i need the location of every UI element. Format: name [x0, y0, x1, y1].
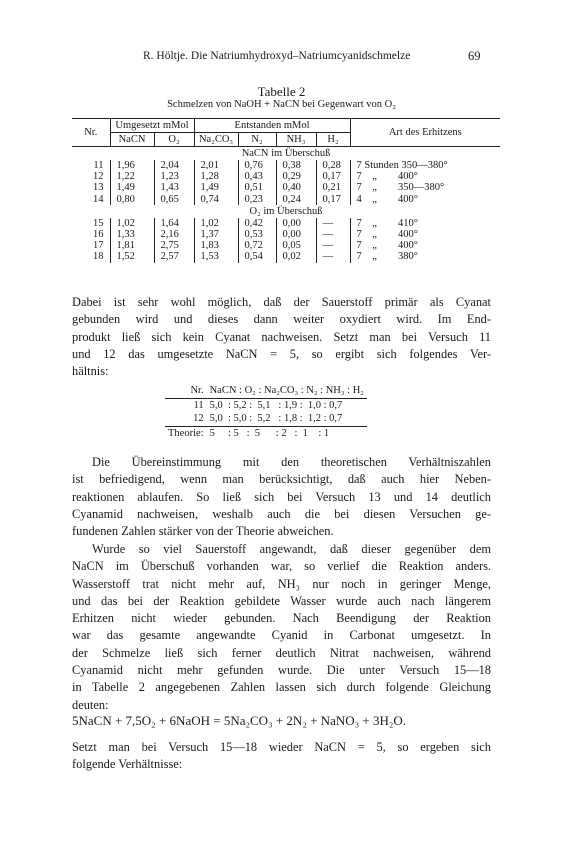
table-cell: 0,17	[316, 194, 350, 205]
text-line: Cyanamid nicht mehr gefunden wurde. Die unter Versuch 15—18	[72, 663, 491, 678]
table-cell: 1,49	[194, 182, 238, 193]
table-cell: 1,53	[194, 251, 238, 262]
text-line: deuten:	[72, 697, 109, 712]
table-cell: 17	[93, 240, 104, 252]
table-cell: 1,96	[110, 160, 154, 171]
table-cell: 0,21	[316, 182, 350, 193]
ratio-row-values: 5,0 : 5,0 : 5,2 : 1,8 : 1,2 : 0,7	[209, 413, 343, 424]
text-line: Wasserstoff trat nicht mehr auf, NH₃ nur noch in geringer Menge,	[72, 576, 491, 591]
page-number: 69	[468, 49, 481, 63]
table-cell: 12	[93, 171, 104, 183]
text-line: fundenen Zahlen stärker von der Theorie abweichen.	[72, 524, 334, 539]
table-cell: —	[316, 240, 350, 251]
table-cell: 1,28	[194, 171, 238, 182]
table-cell: 0,51	[238, 182, 276, 193]
table-cell: 1,02	[110, 218, 154, 229]
table-cell: 0,42	[238, 218, 276, 229]
paragraph-4	[72, 739, 491, 774]
text-line: Die Übereinstimmung mit den theoretischen Verhältniszahlen	[92, 455, 491, 469]
table-cell: 7 Stunden 350—380°	[350, 160, 500, 171]
table-cell: 11	[93, 160, 104, 171]
ratio-row-values: 5,0 : 5,2 : 5,1 : 1,9 : 1,0 : 0,7	[209, 399, 343, 411]
table-row	[72, 182, 500, 193]
table-cell: 1,49	[110, 182, 154, 193]
table-cell: 0,76	[238, 160, 276, 171]
ratio-theory-label: Theorie:	[165, 426, 207, 440]
table-row	[72, 160, 500, 171]
table-cell: 0,38	[276, 160, 316, 171]
table-cell: 4 „ 400°	[350, 194, 500, 205]
table-cell: 1,02	[194, 218, 238, 229]
table-cell: 7 „ 350—380°	[350, 182, 500, 193]
text-line: Setzt man bei Versuch 15—18 wieder NaCN = 5, so ergeben sich	[72, 740, 491, 754]
table-cell: 0,00	[276, 229, 316, 240]
chemical-equation: 5NaCN + 7,5O₂ + 6NaOH = 5Na₂CO₃ + 2N₂ + NaNO₃ + 3H₂O.	[72, 713, 407, 728]
table-cell: —	[316, 251, 350, 262]
text-line: reaktionen ablaufen. So ließ sich bei Versuch 13 und 14 deutlich	[72, 489, 491, 504]
col-header-nh3: NH₃	[276, 133, 316, 147]
table-cell: 0,43	[238, 171, 276, 182]
table-cell: 0,23	[238, 194, 276, 205]
text-line: hältnis:	[72, 364, 109, 379]
ratio-table	[165, 384, 367, 440]
table-cell: 7 „ 400°	[350, 171, 500, 182]
text-line: in Tabelle 2 angegebenen Zahlen lassen sich durch folgende Gleichung	[72, 680, 491, 695]
col-header-n2: N₂	[238, 133, 276, 147]
table-cell: 0,02	[276, 251, 316, 262]
running-title: R. Höltje. Die Natriumhydroxyd–Natriumcyanidschmelze	[143, 50, 411, 62]
paragraph-2	[72, 454, 491, 540]
ratio-row-nr: 12	[193, 413, 204, 424]
text-line: war das gesamte angewandte Cyanid in Carbonat umgesetzt. In	[72, 628, 491, 643]
table-group-label: NaCN im Überschuß	[241, 148, 331, 159]
table-cell: 7 „ 410°	[350, 218, 500, 229]
text-line: gebunden wird und dieses dann weiter oxydiert wird. Im End-	[72, 312, 491, 327]
col-header-art: Art des Erhitzens	[350, 119, 500, 147]
text-line: Cyanamid nachweisen, weshalb auch die bei diesen Versuchen ge-	[72, 506, 491, 521]
table-cell: 0,80	[110, 194, 154, 205]
text-line: Dabei ist sehr wohl möglich, daß der Sauerstoff primär als Cyanat	[72, 295, 491, 309]
table-row	[72, 251, 500, 262]
table-cell: 1,22	[110, 171, 154, 182]
table-cell: 1,23	[154, 171, 194, 182]
table-cell: 2,16	[154, 229, 194, 240]
table-cell: 1,52	[110, 251, 154, 262]
table-row	[72, 171, 500, 182]
table-cell: 0,28	[316, 160, 350, 171]
table-cell: 0,17	[316, 171, 350, 182]
text-line: NaCN im Überschuß vorhanden war, so verlief die Reaktion anders.	[72, 559, 491, 574]
table-cell: 2,04	[154, 160, 194, 171]
col-header-o2: O₂	[154, 133, 194, 147]
table-cell: 1,64	[154, 218, 194, 229]
text-line: und 12 das umgesetzte NaCN = 5, so ergibt sich folgendes Ver-	[72, 346, 491, 361]
table-subcaption: Schmelzen von NaOH + NaCN bei Gegenwart von O₂	[167, 99, 396, 110]
table-cell: 0,65	[154, 194, 194, 205]
table-cell: 0,53	[238, 229, 276, 240]
table-cell: 1,33	[110, 229, 154, 240]
table-cell: 15	[93, 217, 104, 229]
data-table	[72, 118, 500, 263]
table-cell: —	[316, 229, 350, 240]
table-cell: 13	[93, 182, 104, 194]
paragraph-3	[72, 541, 491, 714]
ratio-header-cols: NaCN : O₂ : Na₂CO₃ : N₂ : NH₃ : H₂	[207, 384, 367, 398]
table-cell: 7 „ 380°	[350, 251, 500, 262]
table-row	[72, 194, 500, 205]
table-cell: 1,43	[154, 182, 194, 193]
table-row	[72, 240, 500, 251]
table-cell: 0,74	[194, 194, 238, 205]
col-header-h2: H₂	[316, 133, 350, 147]
text-line: Wurde so viel Sauerstoff angewandt, daß dieser gegenüber dem	[92, 542, 491, 556]
table-cell: 7 „ 400°	[350, 240, 500, 251]
text-line: folgende Verhältnisse:	[72, 757, 183, 772]
col-header-na2co3: Na₂CO₃	[194, 133, 238, 147]
ratio-theory-values: 5 : 5 : 5 : 2 : 1 : 1	[207, 426, 367, 440]
ratio-row-nr: 11	[193, 399, 204, 411]
table-cell: 0,72	[238, 240, 276, 251]
text-line: produkt ließ sich kein Cyanat nachweisen. Setzt man bei Versuch 11	[72, 329, 491, 344]
table-cell: 0,40	[276, 182, 316, 193]
table-cell: 0,24	[276, 194, 316, 205]
table-cell: 18	[93, 251, 104, 263]
table-cell: —	[316, 218, 350, 229]
col-header-umgesetzt: Umgesetzt mMol	[110, 119, 194, 133]
table-cell: 1,83	[194, 240, 238, 251]
table-cell: 14	[93, 193, 104, 205]
table-cell: 0,00	[276, 218, 316, 229]
table-cell: 1,37	[194, 229, 238, 240]
ratio-header-nr: Nr.	[165, 384, 207, 398]
table-cell: 7 „ 400°	[350, 229, 500, 240]
text-line: Erhitzen nicht wieder gebunden. Nach Beendigung der Reaktion	[72, 611, 491, 626]
paragraph-1	[72, 294, 491, 380]
col-header-nacn: NaCN	[110, 133, 154, 147]
table-cell: 2,01	[194, 160, 238, 171]
table-cell: 2,57	[154, 251, 194, 262]
col-header-nr: Nr.	[72, 119, 110, 147]
table-row	[72, 229, 500, 240]
text-line: der Schmelze ließ sich ferner deutlich Nitrat nachweisen, während	[72, 645, 491, 660]
table-cell: 0,29	[276, 171, 316, 182]
table-group-label: O₂ im Überschuß	[249, 205, 323, 217]
table-cell: 0,54	[238, 251, 276, 262]
table-caption: Tabelle 2	[257, 84, 306, 99]
table-cell: 1,81	[110, 240, 154, 251]
text-line: ist befriedigend, wenn man berücksichtigt, daß auch hier Neben-	[72, 472, 491, 487]
table-row	[72, 218, 500, 229]
table-cell: 2,75	[154, 240, 194, 251]
col-header-entstanden: Entstanden mMol	[194, 119, 350, 133]
table-cell: 16	[93, 229, 104, 241]
table-cell: 0,05	[276, 240, 316, 251]
text-line: und das bei der Reaktion gebildete Wasser wurde auch nach längerem	[72, 593, 491, 608]
